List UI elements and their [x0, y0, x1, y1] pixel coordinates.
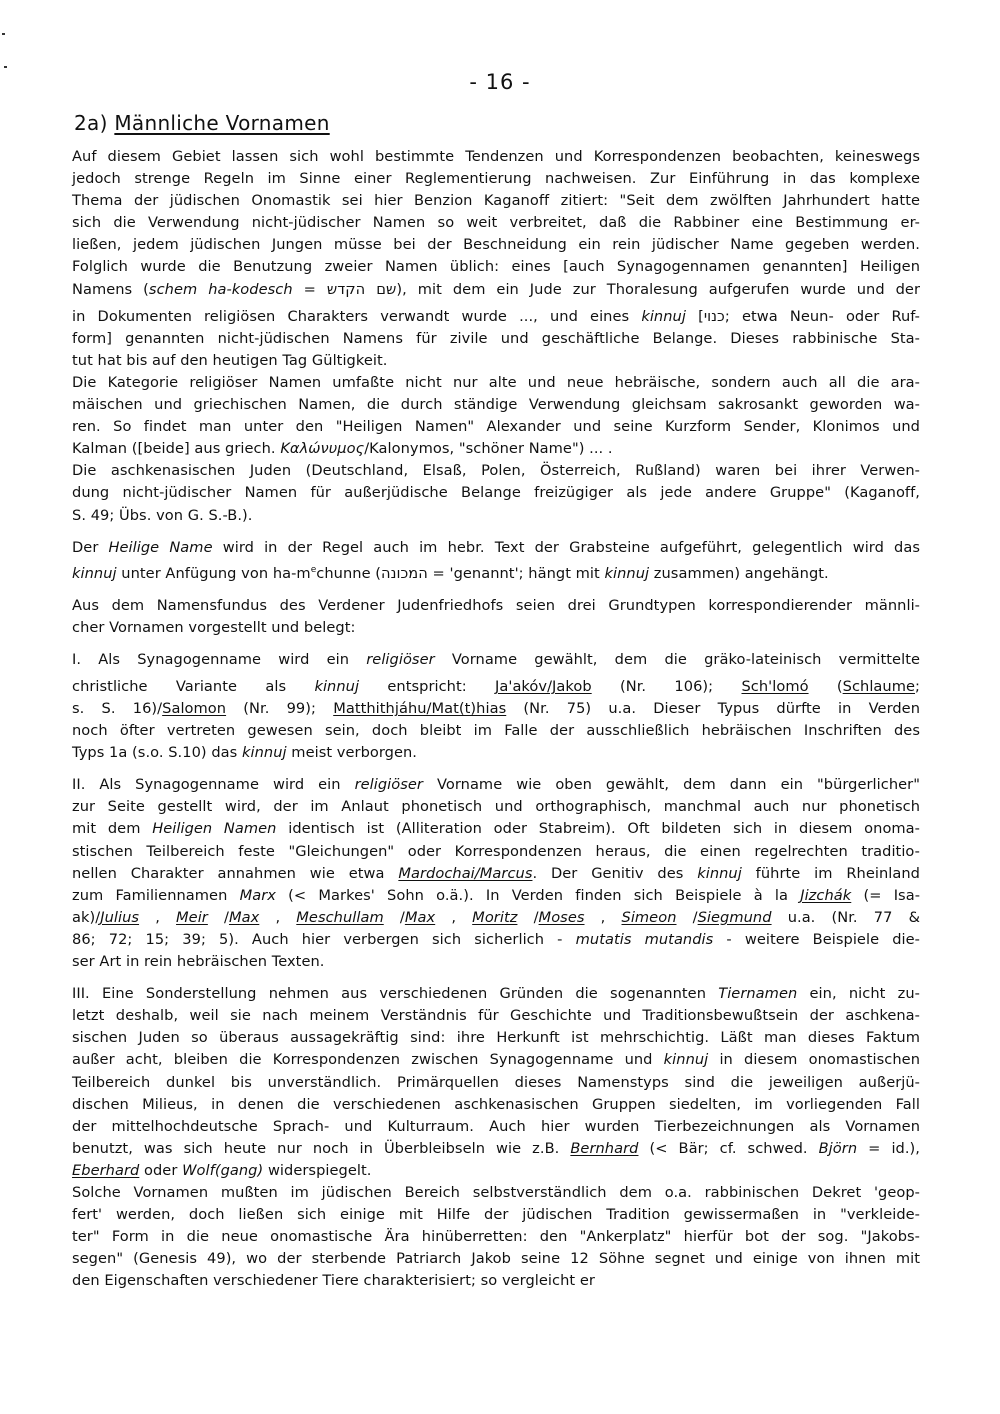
text-run: stischen Teilbereich feste "Gleichungen" oder Korrespondenzen heraus, die einen regelrechten traditio- — [72, 842, 920, 860]
italic-term: kinnuj — [314, 677, 360, 695]
text-line — [72, 537, 920, 559]
hebrew-term: כנוי — [703, 307, 725, 325]
text-line — [72, 328, 920, 350]
text-line — [72, 505, 920, 527]
text-line — [72, 438, 920, 460]
italic-term: Heiligen Namen — [152, 820, 277, 838]
underlined-italic-name: Jizchák — [800, 886, 852, 904]
text-run: /Kalonymos, "schöner Name") ... . — [364, 440, 613, 458]
text-run: ter" Form in die neue onomastische Ära hinüberretten: den "Ankerplatz" hierfür bot der sog. "Jakobs- — [72, 1228, 920, 1246]
italic-term: kinnuj — [641, 307, 686, 325]
text-run: 86; 72; 15; 39; 5). Auch hier verbergen sich sicherlich - — [72, 930, 576, 948]
underlined-italic-name: Eberhard — [72, 1161, 140, 1179]
text-line — [72, 1072, 920, 1094]
text-run: segen" (Genesis 49), wo der sterbende Patriarch Jakob seine 12 Söhne segnet und einige von ihnen mit — [72, 1250, 920, 1268]
text-line — [72, 796, 920, 818]
text-run: wird in der Regel auch im hebr. Text der Grabsteine aufgeführt, gelegentlich wird das — [212, 538, 920, 556]
text-run: / — [517, 908, 539, 926]
text-line — [72, 394, 920, 416]
text-run: , — [139, 908, 177, 926]
text-line — [72, 306, 920, 328]
text-run: der mittelhochdeutsche Sprach- und Kulturraum. Auch hier wurden Tierbezeichnungen als Vornamen — [72, 1117, 920, 1135]
text-line — [72, 1270, 920, 1292]
italic-term: kinnuj — [604, 564, 650, 582]
text-run: fert' werden, doch ließen sich einige mit Hilfe der jüdischen Tradition gewissermaßen in "verkleide- — [72, 1206, 920, 1224]
text-run: chunne ( — [316, 564, 382, 582]
text-line — [72, 1094, 920, 1116]
italic-term: kinnuj — [663, 1051, 709, 1069]
text-run: noch öfter vertreten gewesen sein, doch bleibt im Falle der ausschließlich hebräischen Inschriften des — [72, 722, 920, 740]
text-run: Kalman ([beide] aus griech. — [72, 440, 281, 458]
text-run: Namens ( — [72, 280, 149, 298]
italic-term: Καλώνυμος — [280, 440, 365, 458]
underlined-italic-name: Moses — [538, 908, 585, 926]
text-line — [72, 774, 920, 796]
text-run: nellen Charakter annahmen wie etwa — [72, 864, 399, 882]
text-run: jedoch strenge Regeln im Sinne einer Reglementierung nachweisen. Zur Einführung in das komplexe — [72, 170, 920, 188]
body-text — [72, 146, 920, 1292]
text-line — [72, 617, 920, 639]
text-line — [72, 742, 920, 764]
text-run: zusammen) angehängt. — [649, 564, 829, 582]
text-run: Solche Vornamen mußten im jüdischen Bereich selbstverständlich dem o.a. rabbinischen Dekret 'geop- — [72, 1183, 920, 1201]
underlined-name: Salomon — [162, 700, 227, 718]
text-run: [ — [685, 307, 704, 325]
text-line — [72, 1116, 920, 1138]
italic-term: religiöser — [354, 776, 423, 794]
text-run: zur Seite gestellt wird, der im Anlaut phonetisch und orthographisch, manchmal auch nur phonetisch — [72, 798, 920, 816]
section-heading — [74, 111, 330, 135]
section-title: Männliche Vornamen — [114, 111, 330, 135]
paragraph-p3 — [72, 595, 920, 639]
text-line — [72, 929, 920, 951]
text-run: tut hat bis auf den heutigen Tag Gültigkeit. — [72, 351, 388, 369]
text-run: dischen Milieus, in denen die verschiedenen aschkenasischen Gruppen siedelten, im vorliegenden Fall — [72, 1095, 920, 1113]
text-line — [72, 372, 920, 394]
section-number: 2a) — [74, 111, 108, 135]
text-run: / — [383, 908, 405, 926]
text-run: ak)/ — [72, 908, 101, 926]
text-run: unter Anfügung von ha-m — [116, 564, 311, 582]
text-run: - weitere Beispiele die- — [713, 930, 920, 948]
text-run: u.a. (Nr. 77 & — [771, 908, 921, 926]
text-run: ein, nicht zu- — [797, 985, 920, 1003]
text-run: , — [435, 908, 473, 926]
text-run: mit dem — [72, 820, 153, 838]
text-run: ren. So findet man unter den "Heiligen Namen" Alexander und seine Kurzform Sender, Klonimos und — [72, 418, 920, 436]
underlined-italic-name: Julius — [100, 908, 140, 926]
text-line — [72, 1160, 920, 1182]
italic-term: religiöser — [366, 650, 435, 668]
text-run: in Dokumenten religiösen Charakters verwandt wurde ..., und eines — [72, 307, 642, 325]
text-run: widerspiegelt. — [263, 1161, 372, 1179]
text-run: II. Als Synagogenname wird ein — [72, 776, 355, 794]
text-run: . Der Genitiv des — [532, 864, 698, 882]
text-run: (Nr. 75) u.a. Dieser Typus dürfte in Verden — [506, 700, 921, 718]
text-run: Die Kategorie religiöser Namen umfaßte nicht nur alte und neue hebräische, sondern auch all die ara- — [72, 373, 920, 391]
underlined-italic-name: Max — [228, 908, 260, 926]
paragraph-p1 — [72, 146, 920, 527]
text-run: Die aschkenasischen Juden (Deutschland, Elsaß, Polen, Österreich, Rußland) waren bei ihrer Verwen- — [72, 462, 920, 480]
italic-term: Wolf(gang) — [182, 1161, 264, 1179]
hebrew-term: שם הקדש — [326, 280, 397, 298]
text-run: mäischen und griechischen Namen, die durch ständige Verwendung gleichsam sakrosankt geworden wa- — [72, 396, 920, 414]
text-line — [72, 559, 920, 585]
text-run: = 'genannt'; hängt mit — [427, 564, 605, 582]
text-run: sischen Juden so überaus aussagekräftig sind: ihre Herkunft ist mehrschichtig. Läßt man dieses Faktum — [72, 1029, 920, 1047]
text-run: (= Isa- — [851, 886, 921, 904]
text-run: den Eigenschaften verschiedener Tiere charakterisiert; so vergleicht er — [72, 1272, 595, 1290]
underlined-name: Schlaume — [842, 677, 916, 695]
text-run: cher Vornamen vorgestellt und belegt: — [72, 618, 356, 636]
text-run: Der — [72, 538, 109, 556]
text-run: identisch ist (Alliteration oder Stabreim). Oft bildeten sich in diesem onoma- — [276, 820, 920, 838]
text-run: s. S. 16)/ — [72, 700, 163, 718]
text-line — [72, 350, 920, 372]
text-run: (Nr. 99); — [226, 700, 334, 718]
underlined-italic-name: Meir — [176, 908, 208, 926]
text-run: ( — [808, 677, 843, 695]
italic-term: kinnuj — [242, 744, 287, 762]
text-run: führte im Rheinland — [741, 864, 920, 882]
page-number: - 16 - — [469, 70, 531, 94]
text-line — [72, 190, 920, 212]
text-line — [72, 482, 920, 504]
text-line — [72, 1248, 920, 1270]
text-line — [72, 676, 920, 698]
paragraph-p4 — [72, 649, 920, 764]
underlined-italic-name: Siegmund — [697, 908, 772, 926]
underlined-italic-name: Mardochai/Marcus — [398, 864, 533, 882]
text-run: = id.), — [857, 1139, 920, 1157]
text-run: Auf diesem Gebiet lassen sich wohl bestimmte Tendenzen und Korrespondenzen beobachten, keineswegs — [72, 148, 920, 165]
text-run: Aus dem Namensfundus des Verdener Judenfriedhofs seien drei Grundtypen korrespondierender männli- — [72, 596, 920, 614]
paragraph-p5 — [72, 774, 920, 973]
italic-term: Heilige Name — [108, 538, 213, 556]
underlined-italic-name: Simeon — [621, 908, 677, 926]
underlined-italic-name: Max — [404, 908, 436, 926]
paragraph-p6 — [72, 983, 920, 1292]
text-run: benutzt, was sich heute nur noch in Überbleibseln wie z.B. — [72, 1139, 571, 1157]
italic-term: Tiernamen — [718, 985, 798, 1003]
text-line — [72, 698, 920, 720]
text-line — [72, 279, 920, 301]
text-run: , — [584, 908, 622, 926]
underlined-name: Matthithjáhu/Mat(t)hias — [333, 700, 507, 718]
text-line — [72, 1027, 920, 1049]
text-line — [72, 720, 920, 742]
text-run: (< Bär; cf. schwed. — [638, 1139, 819, 1157]
text-line — [72, 1226, 920, 1248]
scan-artifact — [2, 33, 5, 35]
text-run: ser Art in rein hebräischen Texten. — [72, 953, 325, 971]
underlined-italic-name: Meschullam — [296, 908, 384, 926]
superscript: e — [310, 564, 317, 575]
text-run: ), mit dem ein Jude zur Thoralesung aufgerufen wurde und der — [396, 280, 921, 298]
text-run: in diesem onomastischen — [708, 1051, 920, 1069]
text-run: meist verborgen. — [286, 744, 417, 762]
scan-artifact — [4, 66, 7, 68]
text-line — [72, 951, 920, 973]
text-line — [72, 1005, 920, 1027]
italic-term: schem ha-kodesch — [148, 280, 293, 298]
text-run: I. Als Synagogenname wird ein — [72, 650, 367, 668]
italic-term: kinnuj — [72, 564, 117, 582]
text-run: zum Familiennamen — [72, 886, 240, 904]
text-line — [72, 1182, 920, 1204]
text-line — [72, 885, 920, 907]
text-line — [72, 212, 920, 234]
text-run: Vorname gewählt, dem die gräko-lateinisch vermittelte — [434, 650, 920, 668]
text-run: S. 49; Übs. von G. S.-B.). — [72, 506, 253, 524]
text-run: Typs 1a (s.o. S.10) das — [72, 744, 242, 762]
text-line — [72, 234, 920, 256]
text-run: oder — [139, 1161, 183, 1179]
italic-term: mutatis mutandis — [575, 930, 714, 948]
text-run: = — [292, 280, 327, 298]
text-run: Thema der jüdischen Onomastik sei hier Benzion Kaganoff zitiert: "Seit dem zwölften Jahrhundert hatte — [72, 192, 920, 210]
italic-term: Marx — [239, 886, 276, 904]
text-line — [72, 168, 920, 190]
text-run: ; — [915, 677, 920, 695]
text-run: sich die Verwendung nicht-jüdischer Namen so weit verbreitet, daß die Rabbiner eine Bestimmung er- — [72, 214, 920, 232]
text-line — [72, 907, 920, 929]
text-run: / — [207, 908, 229, 926]
text-line — [72, 1049, 920, 1071]
italic-term: kinnuj — [697, 864, 742, 882]
text-line — [72, 863, 920, 885]
text-line — [72, 146, 920, 168]
text-line — [72, 983, 920, 1005]
text-line — [72, 416, 920, 438]
paragraph-p2 — [72, 537, 920, 585]
text-run: entspricht: — [359, 677, 496, 695]
text-line — [72, 1138, 920, 1160]
text-run: Vorname wie oben gewählt, dem dann ein "bürgerlicher" — [422, 776, 920, 794]
text-line — [72, 649, 920, 671]
text-run: (< Markes' Sohn o.ä.). In Verden finden sich Beispiele à la — [275, 886, 801, 904]
text-line — [72, 818, 920, 840]
text-run: christliche Variante als — [72, 677, 315, 695]
text-run: III. Eine Sonderstellung nehmen aus verschiedenen Gründen die sogenannten — [72, 985, 719, 1003]
text-run: außer acht, bleiben die Korrespondenzen zwischen Synagogenname und — [72, 1051, 664, 1069]
text-run: form] genannten nicht-jüdischen Namens für zivile und geschäftliche Belange. Dieses rabbinische Sta- — [72, 329, 920, 347]
text-line — [72, 595, 920, 617]
hebrew-term: המכונה — [381, 564, 428, 582]
text-run: (Nr. 106); — [591, 677, 742, 695]
text-run: letzt deshalb, weil sie nach meinem Verständnis für Geschichte und Traditionsbewußtsein der aschkena- — [72, 1007, 920, 1025]
text-run: Teilbereich dunkel bis unverständlich. Primärquellen dieses Namenstyps sind die jeweiligen außerjü- — [72, 1073, 920, 1091]
text-run: / — [676, 908, 698, 926]
underlined-italic-name: Bernhard — [570, 1139, 639, 1157]
text-line — [72, 1204, 920, 1226]
underlined-name: Sch'lomó — [741, 677, 809, 695]
text-run: ; etwa Neun- oder Ruf- — [724, 307, 921, 325]
text-run: dung nicht-jüdischer Namen für außerjüdische Belange freizügiger als jede andere Gruppe" (Kaganoff, — [72, 484, 920, 502]
underlined-name: Ja'akóv/Jakob — [495, 677, 592, 695]
text-run: , — [259, 908, 297, 926]
text-line — [72, 841, 920, 863]
text-run: ließen, jedem jüdischen Jungen müsse bei der Beschneidung ein rein jüdischer Name gegeben werden. — [72, 236, 920, 254]
text-line — [72, 460, 920, 482]
underlined-italic-name: Moritz — [472, 908, 518, 926]
text-run: Folglich wurde die Benutzung zweier Namen üblich: eines [auch Synagogennamen genannten] Heiligen — [72, 258, 920, 276]
italic-term: Björn — [818, 1139, 858, 1157]
text-line — [72, 256, 920, 278]
